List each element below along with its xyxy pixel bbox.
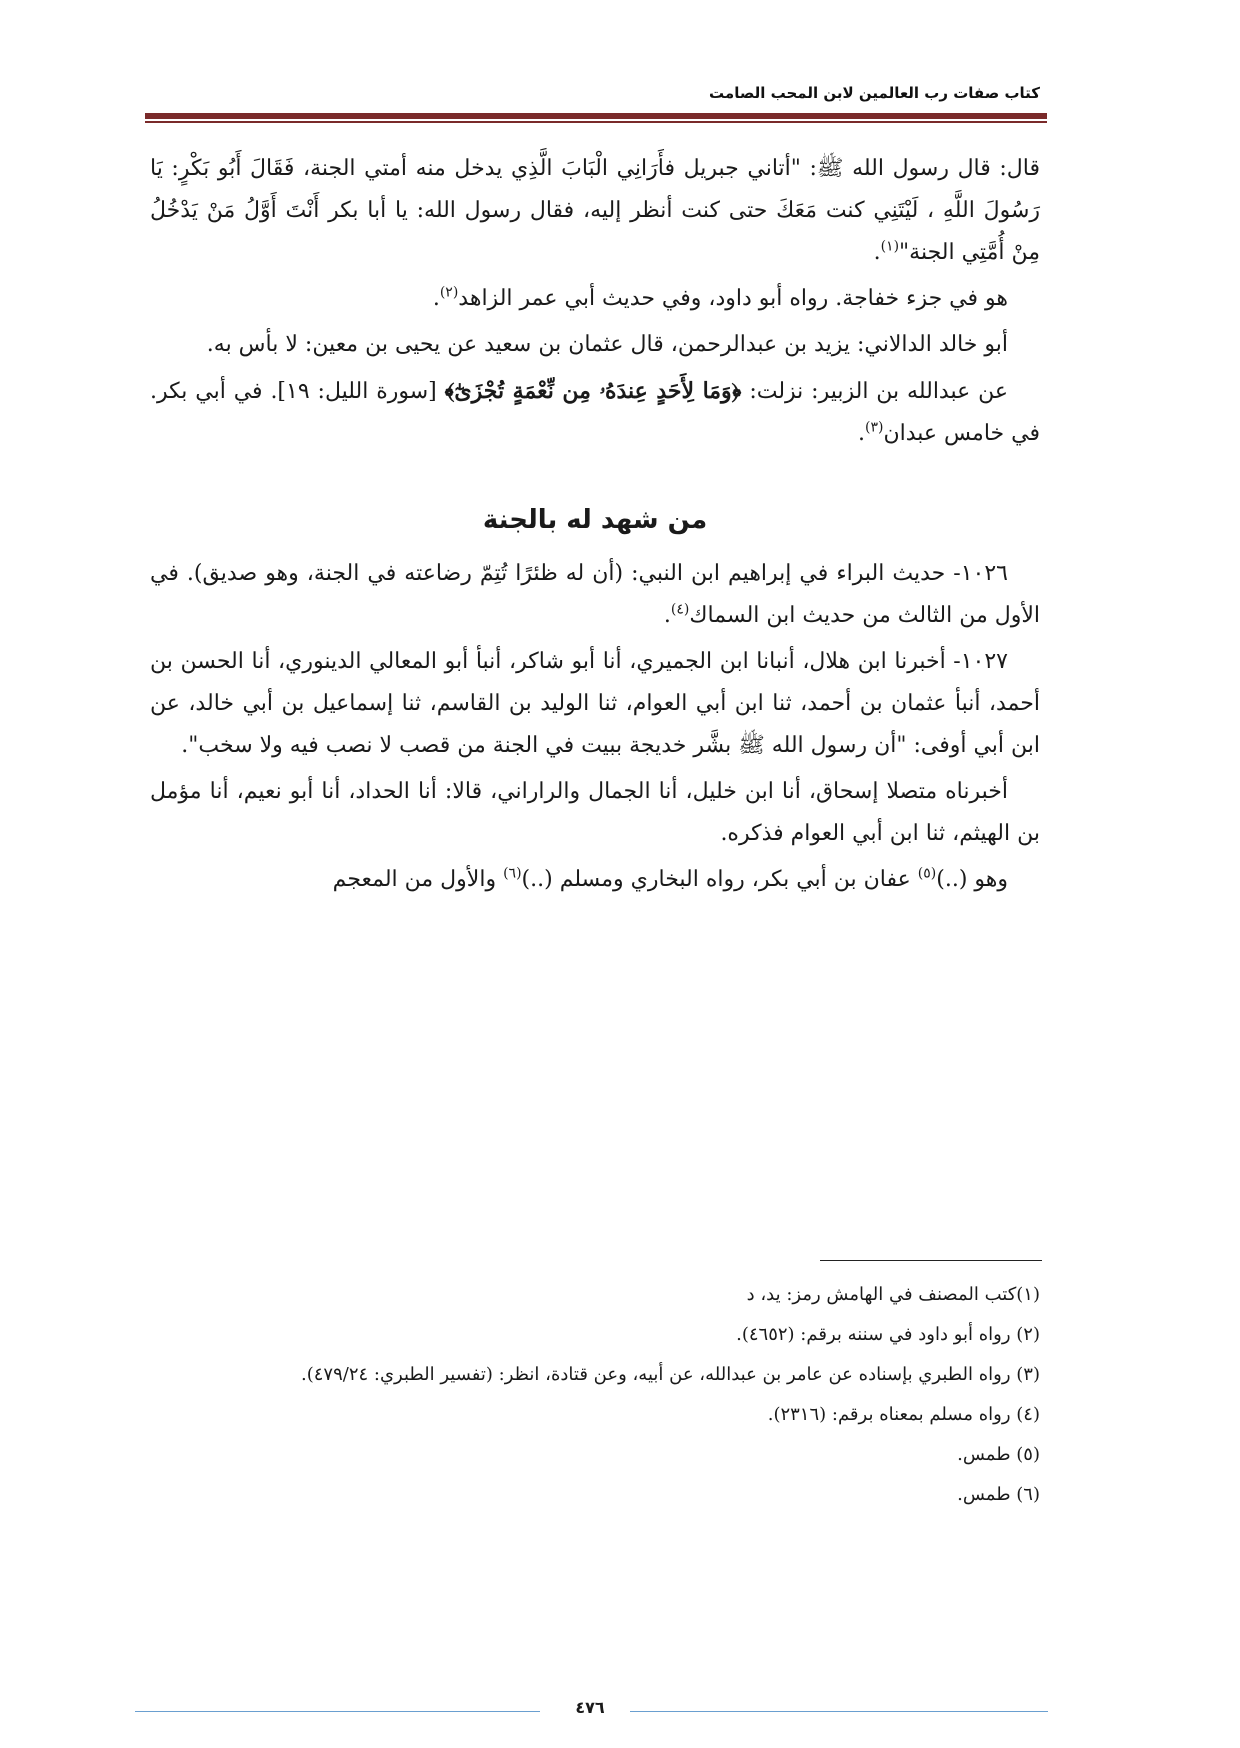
footnote-5: (٥) طمس.: [957, 1444, 1040, 1465]
header-rule-thin: [145, 121, 1047, 123]
section-title: من شهد له بالجنة: [482, 505, 708, 535]
paragraph-affan: وهو (..)$^{(٥)}$ عفان بن أبي بكر، رواه البخاري ومسلم (..)$^{(٦)}$ والأول من المعجم: [332, 865, 1008, 892]
quran-verse: ﴿وَمَا لِأَحَدٍ عِندَهُۥ مِن نِّعْمَةٍ تُجْزَىٰٓ﴾: [444, 378, 742, 404]
footnote-ref-6: (٦): [503, 865, 522, 882]
footnote-3: (٣) رواه الطبري بإسناده عن عامر بن عبدالله، عن أبيه، وعن قتادة، انظر: (تفسير الطبري: ٤٧٩/٢٤).: [301, 1364, 1040, 1385]
footnote-2: (٢) رواه أبو داود في سننه برقم: (٤٦٥٢).: [736, 1324, 1040, 1345]
footnote-separator: [820, 1260, 1042, 1261]
footnote-ref-1: (١): [880, 238, 900, 255]
running-header: كتاب صفات رب العالمين لابن المحب الصامت: [709, 84, 1040, 102]
footnote-4: (٤) رواه مسلم بمعناه برقم: (٢٣١٦).: [767, 1404, 1040, 1425]
footnote-ref-3: (٣): [864, 419, 884, 436]
footer-line-left: [135, 1711, 540, 1712]
footnote-ref-4: (٤): [670, 601, 690, 618]
footer-line-right: [630, 1711, 1048, 1712]
paragraph-hadith-gate: قال: قال رسول الله ﷺ: "أتاني جبريل فأَرَانِي الْبَابَ الَّذِي يدخل منه أمتي الجنة، فَقَالَ أَبُو بَكْرٍ: يَا رَسُولَ اللَّهِ ، لَيْتَنِي كنت مَعَكَ حتى كنت أنظر إليه، فقال رسول الله: يا أبا بكر أَنْتَ أَوَّلُ مَنْ يَدْخُلُ مِنْ أُمَّتِي الجنة"$^{(١)}$.: [150, 156, 1040, 265]
footnotes: [150, 1275, 1040, 1515]
paragraph-1026: ١٠٢٦- حديث البراء في إبراهيم ابن النبي: (أن له ظئرًا تُتِمّ رضاعته في الجنة، وهو صديق). في الأول من الثالث من حديث ابن السماك$^{(٤)}$.: [150, 561, 1040, 628]
footnote-1: (١)كتب المصنف في الهامش رمز: يد، د: [746, 1284, 1040, 1305]
paragraph-khafaja: هو في جزء خفاجة. رواه أبو داود، وفي حديث أبي عمر الزاهد$^{(٢)}$.: [432, 284, 1008, 311]
footnote-ref-5: (٥): [917, 865, 937, 882]
main-text: [150, 148, 1040, 905]
footnote-6: (٦) طمس.: [957, 1484, 1040, 1505]
paragraph-dalani: أبو خالد الدالاني: يزيد بن عبدالرحمن، قال عثمان بن سعيد عن يحيى بن معين: لا بأس به.: [206, 332, 1008, 357]
page-number: ٤٧٦: [575, 1698, 605, 1717]
paragraph-zubair: عن عبدالله بن الزبير: نزلت: ﴿وَمَا لِأَحَدٍ عِندَهُۥ مِن نِّعْمَةٍ تُجْزَىٰٓ﴾ [سورة الليل: ١٩]. في أبي بكر. في خامس عبدان$^{(٣)}$.: [150, 378, 1040, 446]
paragraph-1027: ١٠٢٧- أخبرنا ابن هلال، أنبانا ابن الجميري، أنا أبو شاكر، أنبأ أبو المعالي الدينوري، أنا الحسن بن أحمد، أنبأ عثمان بن أحمد، ثنا ابن أبي العوام، ثنا الوليد بن القاسم، ثنا إسماعيل بن أبي خالد، عن ابن أبي أوفى: "أن رسول الله ﷺ بشَّر خديجة ببيت في الجنة من قصب لا نصب فيه ولا سخب".: [150, 649, 1040, 758]
paragraph-ishaq: أخبرناه متصلا إسحاق، أنا ابن خليل، أنا الجمال والراراني، قالا: أنا الحداد، أنا أبو نعيم، أنا مؤمل بن الهيثم، ثنا ابن أبي العوام فذكره.: [150, 779, 1040, 846]
header-rule-thick: [145, 113, 1047, 119]
footnote-ref-2: (٢): [439, 284, 459, 301]
